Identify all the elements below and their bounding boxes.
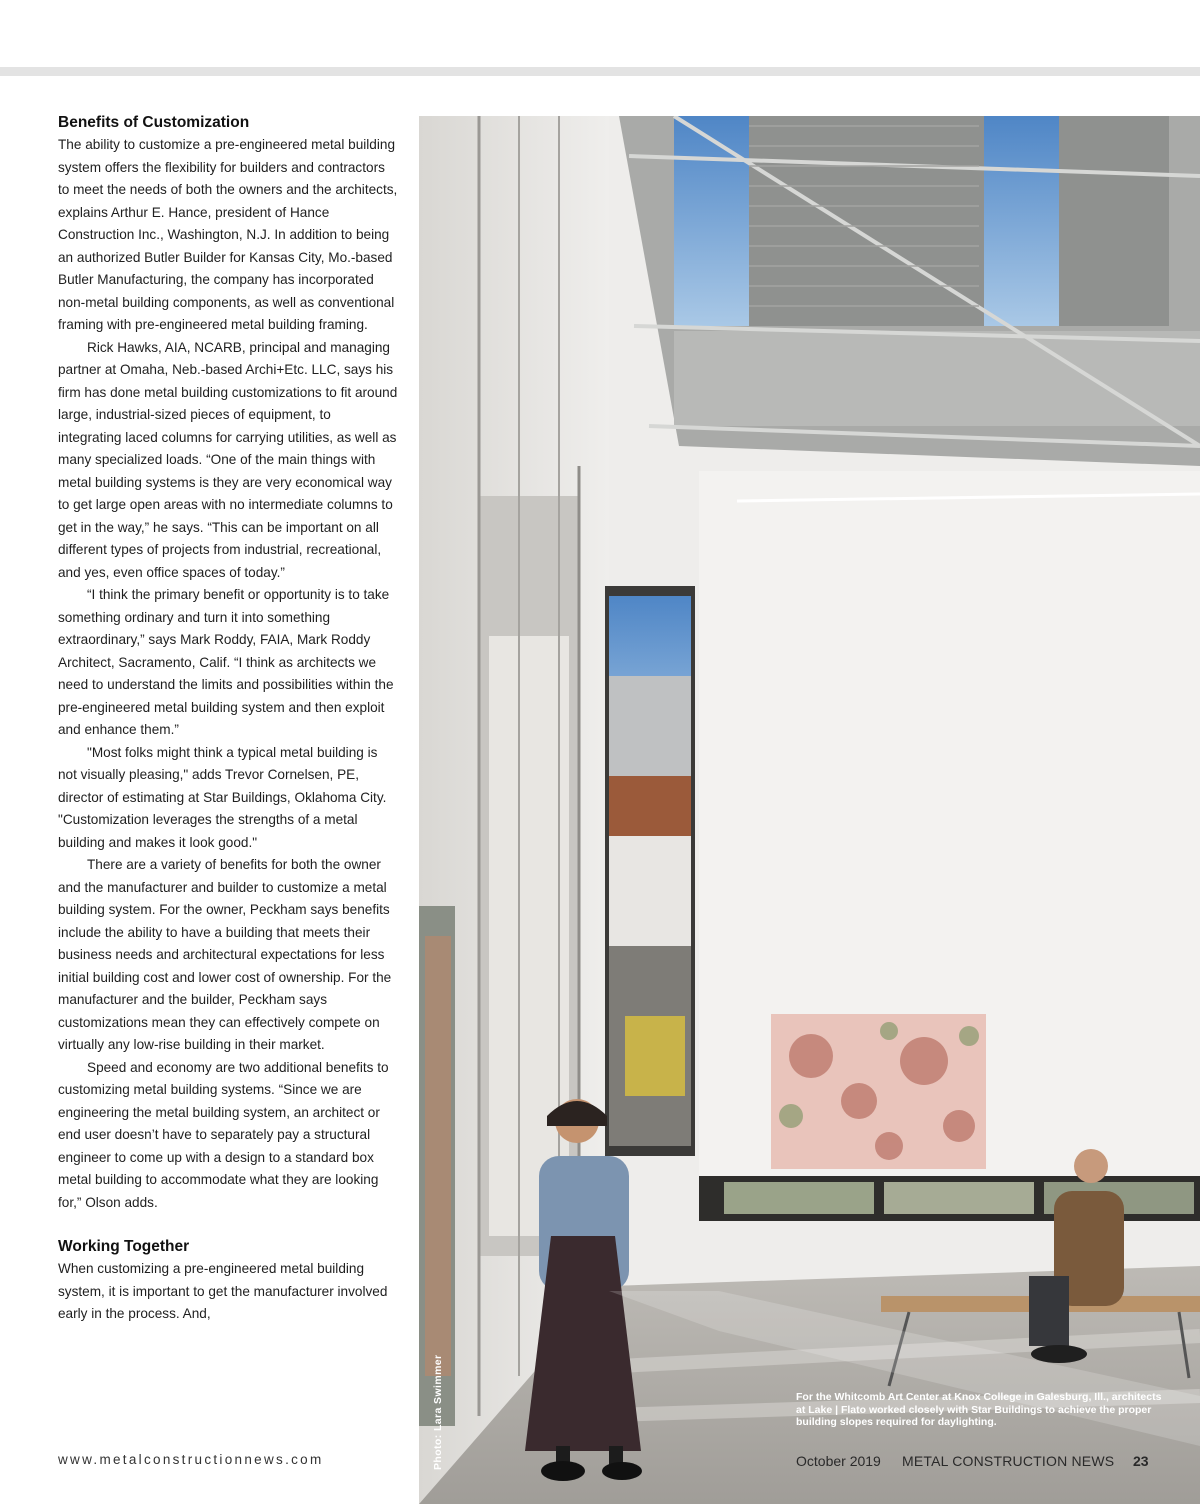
section-heading-working-together: Working Together (58, 1238, 190, 1255)
page-footer (796, 1453, 1156, 1473)
magazine-title: METAL CONSTRUCTION NEWS (902, 1453, 1115, 1469)
article-column (58, 112, 398, 1326)
issue-date: October 2019 (796, 1453, 881, 1469)
photo-caption: For the Whitcomb Art Center at Knox College in Galesburg, Ill., architects at Lake | Flato worked closely with Star Buildings to achieve the proper building slopes required for daylighting. (796, 1391, 1162, 1428)
paragraph: When customizing a pre-engineered metal building system, it is important to get the manufacturer involved early in the process. And, (58, 1261, 388, 1321)
top-rule (0, 67, 1200, 76)
section-heading-benefits: Benefits of Customization (58, 114, 250, 131)
paragraph: “I think the primary benefit or opportunity is to take something ordinary and turn it into something extraordinary,” says Mark Roddy, FAIA, Mark Roddy Architect, Sacramento, Calif. “I think as architects we need to understand the limits and possibilities within the pre-engineered metal building system and then exploit and enhance them.” (58, 587, 394, 737)
website-url[interactable]: www.metalconstructionnews.com (58, 1452, 324, 1467)
paragraph: "Most folks might think a typical metal building is not visually pleasing," adds Trevor Cornelsen, PE, director of estimating at Star Buildings, Oklahoma City. "Customization leverages the strengths of a metal building and makes it look good." (58, 744, 387, 850)
photo-credit: Photo: Lara Swimmer (432, 1354, 444, 1470)
page-number: 23 (1133, 1453, 1149, 1469)
paragraph: Speed and economy are two additional benefits to customizing metal building systems. “Since we are engineering the metal building system, an architect or end user doesn’t have to separately pay a structural engineer to come up with a design to a standard box metal building to accommodate what they are looking for,” Olson adds. (58, 1059, 389, 1210)
gallery-photo (419, 116, 1200, 1504)
paragraph: There are a variety of benefits for both the owner and the manufacturer and builder to customize a metal building system. For the owner, Peckham says benefits include the ability to have a building that meets their business needs and architectural expectations for less initial building cost and lower cost of ownership. For the manufacturer and the builder, Peckham says customizations mean they can effectively compete on virtually any low-rise building in their market. (58, 857, 392, 1052)
paragraph: Rick Hawks, AIA, NCARB, principal and managing partner at Omaha, Neb.-based Archi+Etc. LLC, says his firm has done metal building customizations to fit around large, industrial-sized pieces of equipment, to integrating laced columns for carrying utilities, as well as many specialized loads. “One of the main things with metal building systems is they are very economical way to get large open areas with no intermediate columns to get in the way,” he says. “This can be important on all different types of projects from industrial, recreational, and yes, even office spaces of today.” (58, 339, 398, 580)
paragraph: The ability to customize a pre-engineered metal building system offers the flexibility for builders and contractors to meet the needs of both the owners and the architects, explains Arthur E. Hance, president of Hance Construction Inc., Washington, N.J. In addition to being an authorized Butler Builder for Kansas City, Mo.-based Butler Manufacturing, the company has incorporated non-metal building components, as well as conventional framing with pre-engineered metal building framing. (58, 137, 398, 332)
